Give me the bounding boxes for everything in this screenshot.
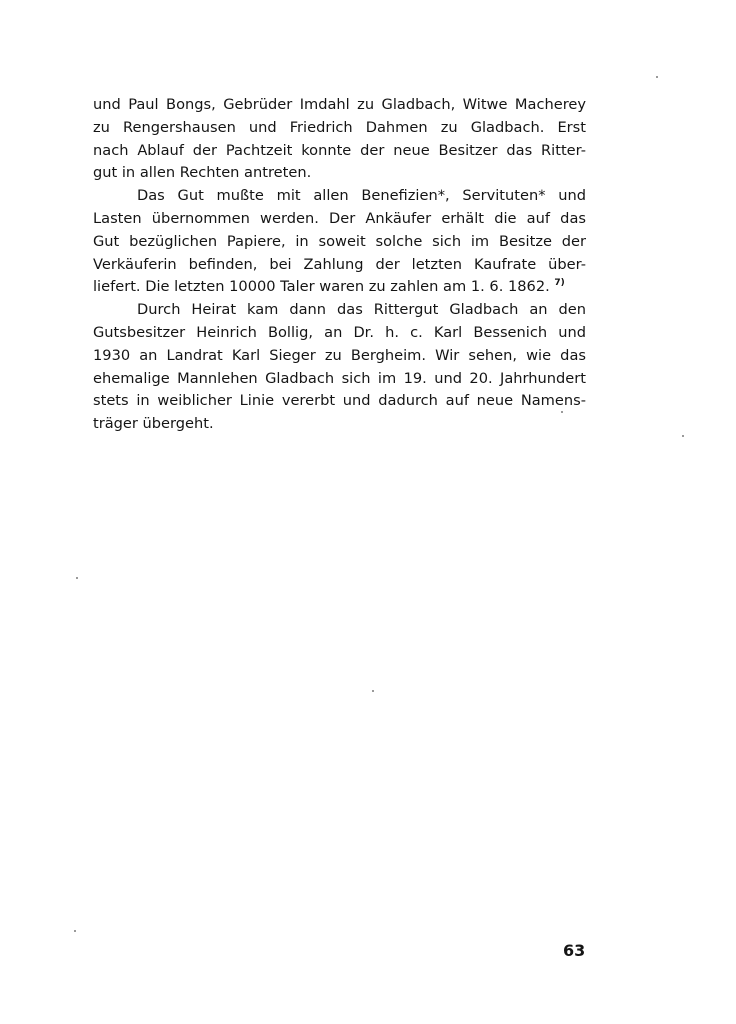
- body-text: [93, 94, 586, 436]
- scan-speck: [561, 411, 563, 413]
- text-line-with-footnote: [93, 276, 586, 299]
- text-line: träger übergeht.: [93, 415, 214, 433]
- scan-speck: [74, 930, 76, 932]
- paragraph-start-line: Durch Heirat kam dann das Rittergut Gladbach an den: [137, 301, 586, 319]
- text-line: Gutsbesitzer Heinrich Bollig, an Dr. h. c. Karl Bessenich und: [93, 323, 586, 341]
- text-line: Gut bezüglichen Papiere, in soweit solche sich im Besitze der: [93, 232, 586, 250]
- text-line: gut in allen Rechten antreten.: [93, 164, 312, 182]
- text-line: nach Ablauf der Pachtzeit konnte der neue Besitzer das Ritter-: [93, 141, 586, 159]
- scan-speck: [372, 690, 374, 692]
- text-line: stets in weiblicher Linie vererbt und dadurch auf neue Namens-: [93, 392, 586, 410]
- text-line: und Paul Bongs, Gebrüder Imdahl zu Gladbach, Witwe Macherey: [93, 96, 586, 113]
- footnote-reference: 7): [554, 278, 565, 289]
- text-line: 1930 an Landrat Karl Sieger zu Bergheim. Wir sehen, wie das: [93, 346, 586, 364]
- page-number: 63: [563, 941, 586, 960]
- paragraph-start-line: Das Gut mußte mit allen Benefizien*, Servituten* und: [137, 187, 586, 205]
- text-line: liefert. Die letzten 10000 Taler waren zu zahlen am 1. 6. 1862.: [93, 278, 550, 296]
- text-line: Lasten übernommen werden. Der Ankäufer erhält die auf das: [93, 209, 586, 227]
- text-line: ehemalige Mannlehen Gladbach sich im 19. und 20. Jahrhundert: [93, 369, 586, 387]
- scan-speck: [76, 577, 78, 579]
- text-line: zu Rengershausen und Friedrich Dahmen zu Gladbach. Erst: [93, 118, 586, 136]
- text-line: Verkäuferin befinden, bei Zahlung der letzten Kaufrate über-: [93, 255, 586, 273]
- scan-speck: [682, 435, 684, 437]
- scan-speck: [656, 76, 658, 78]
